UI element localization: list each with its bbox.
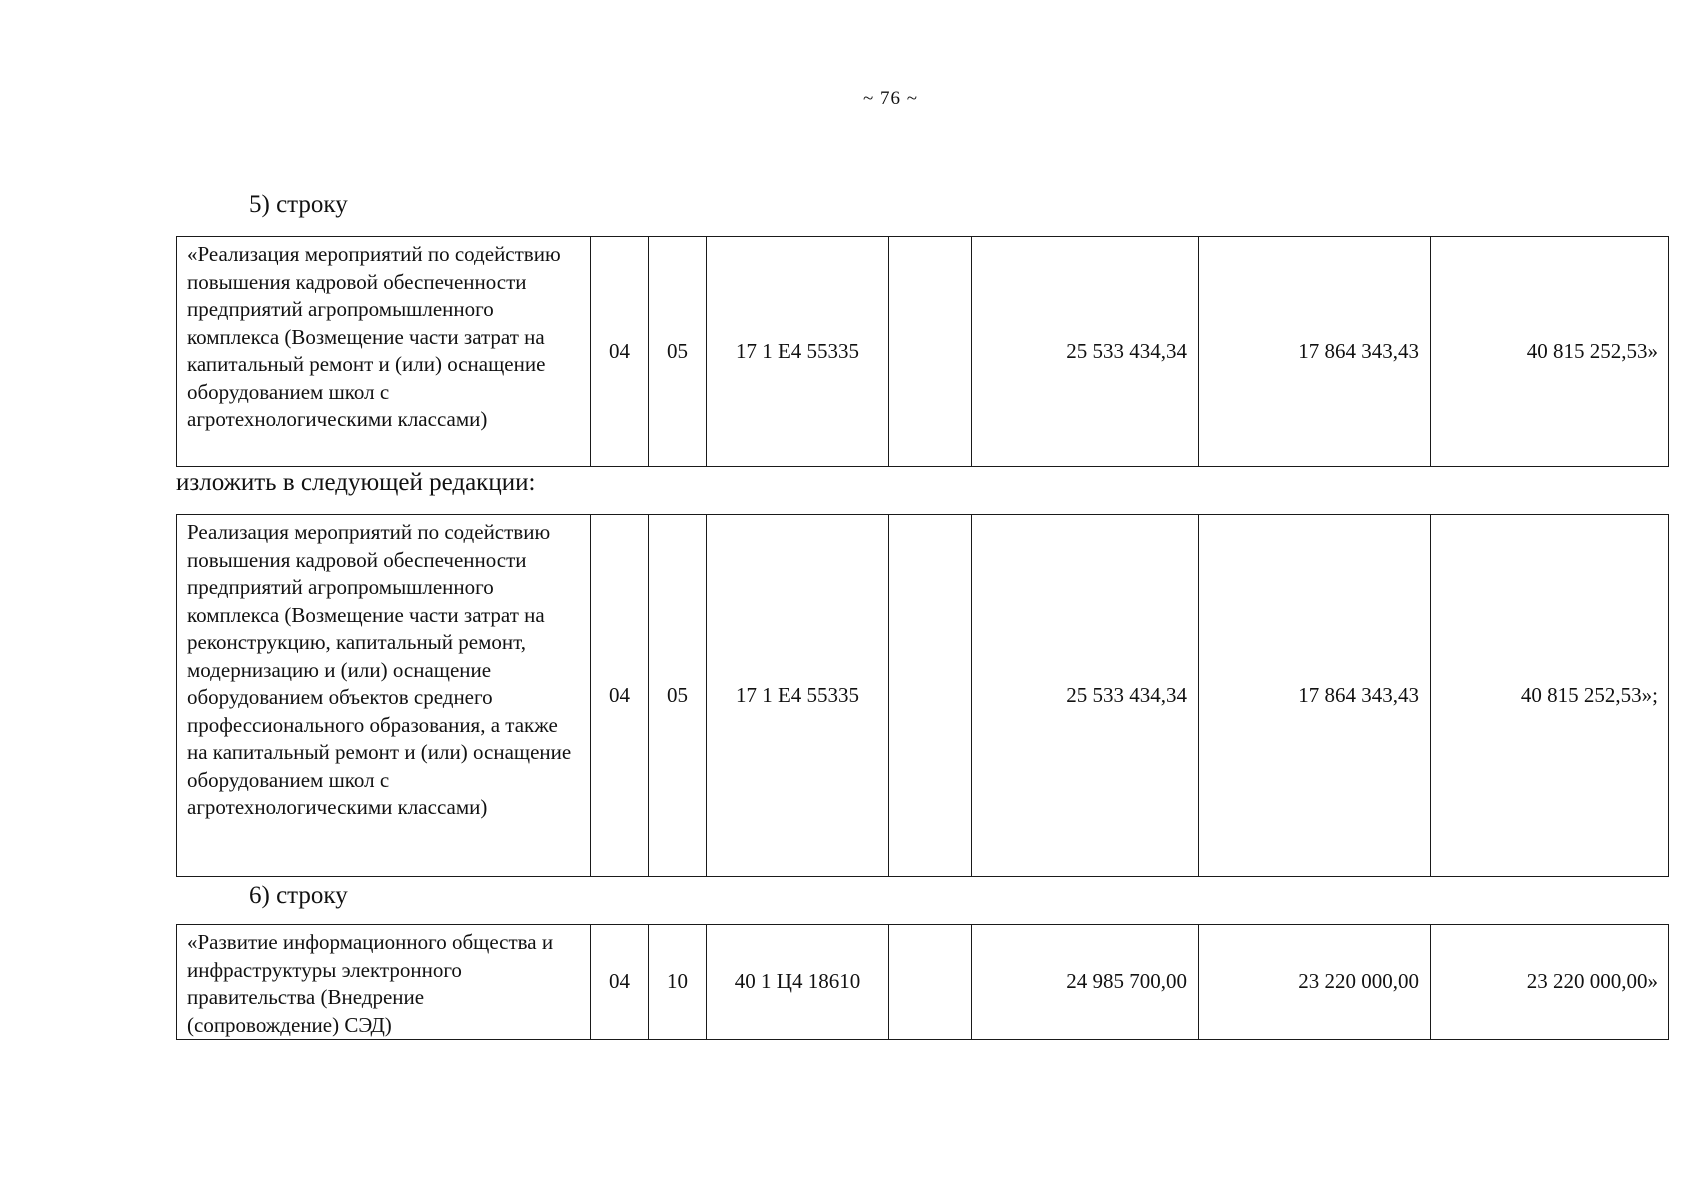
row-description: «Реализация мероприятий по содействию повышения кадровой обеспеченности предприятий агропромышленного комплекса (Возмещение части затрат на капитальный ремонт и (или) оснащение оборудованием школ с агротехнологическими классами)	[177, 237, 591, 467]
page-number: ~ 76 ~	[862, 88, 919, 109]
expense-type	[889, 515, 972, 877]
section-code: 04	[591, 237, 649, 467]
subsection-code: 05	[649, 515, 707, 877]
budget-table-revised	[176, 514, 1669, 877]
target-article: 17 1 Е4 55335	[707, 237, 889, 467]
amount-2: 17 864 343,43	[1199, 515, 1431, 877]
subsection-code: 10	[649, 925, 707, 1040]
amount-3: 23 220 000,00»	[1431, 925, 1669, 1040]
target-article: 17 1 Е4 55335	[707, 515, 889, 877]
table-row	[177, 237, 1669, 467]
budget-table-item-6	[176, 924, 1669, 1040]
revision-instruction: изложить в следующей редакции:	[176, 469, 536, 496]
expense-type	[889, 237, 972, 467]
amount-3: 40 815 252,53»	[1431, 237, 1669, 467]
amount-2: 23 220 000,00	[1199, 925, 1431, 1040]
amount-2: 17 864 343,43	[1199, 237, 1431, 467]
row-description: Реализация мероприятий по содействию повышения кадровой обеспеченности предприятий агропромышленного комплекса (Возмещение части затрат на реконструкцию, капитальный ремонт, модернизацию и (или) оснащение оборудованием объектов среднего профессионального образования, а также на капитальный ремонт и (или) оснащение оборудованием школ с агротехнологическими классами)	[177, 515, 591, 877]
table-row	[177, 515, 1669, 877]
expense-type	[889, 925, 972, 1040]
section-code: 04	[591, 515, 649, 877]
section-heading-6: 6) строку	[249, 882, 348, 909]
amount-1: 25 533 434,34	[972, 237, 1199, 467]
section-code: 04	[591, 925, 649, 1040]
row-description: «Развитие информационного общества и инфраструктуры электронного правительства (Внедрение (сопровождение) СЭД)	[177, 925, 591, 1040]
amount-1: 25 533 434,34	[972, 515, 1199, 877]
table-row	[177, 925, 1669, 1040]
subsection-code: 05	[649, 237, 707, 467]
amount-1: 24 985 700,00	[972, 925, 1199, 1040]
amount-3: 40 815 252,53»;	[1431, 515, 1669, 877]
section-heading-5: 5) строку	[249, 191, 348, 218]
target-article: 40 1 Ц4 18610	[707, 925, 889, 1040]
budget-table-original	[176, 236, 1669, 467]
